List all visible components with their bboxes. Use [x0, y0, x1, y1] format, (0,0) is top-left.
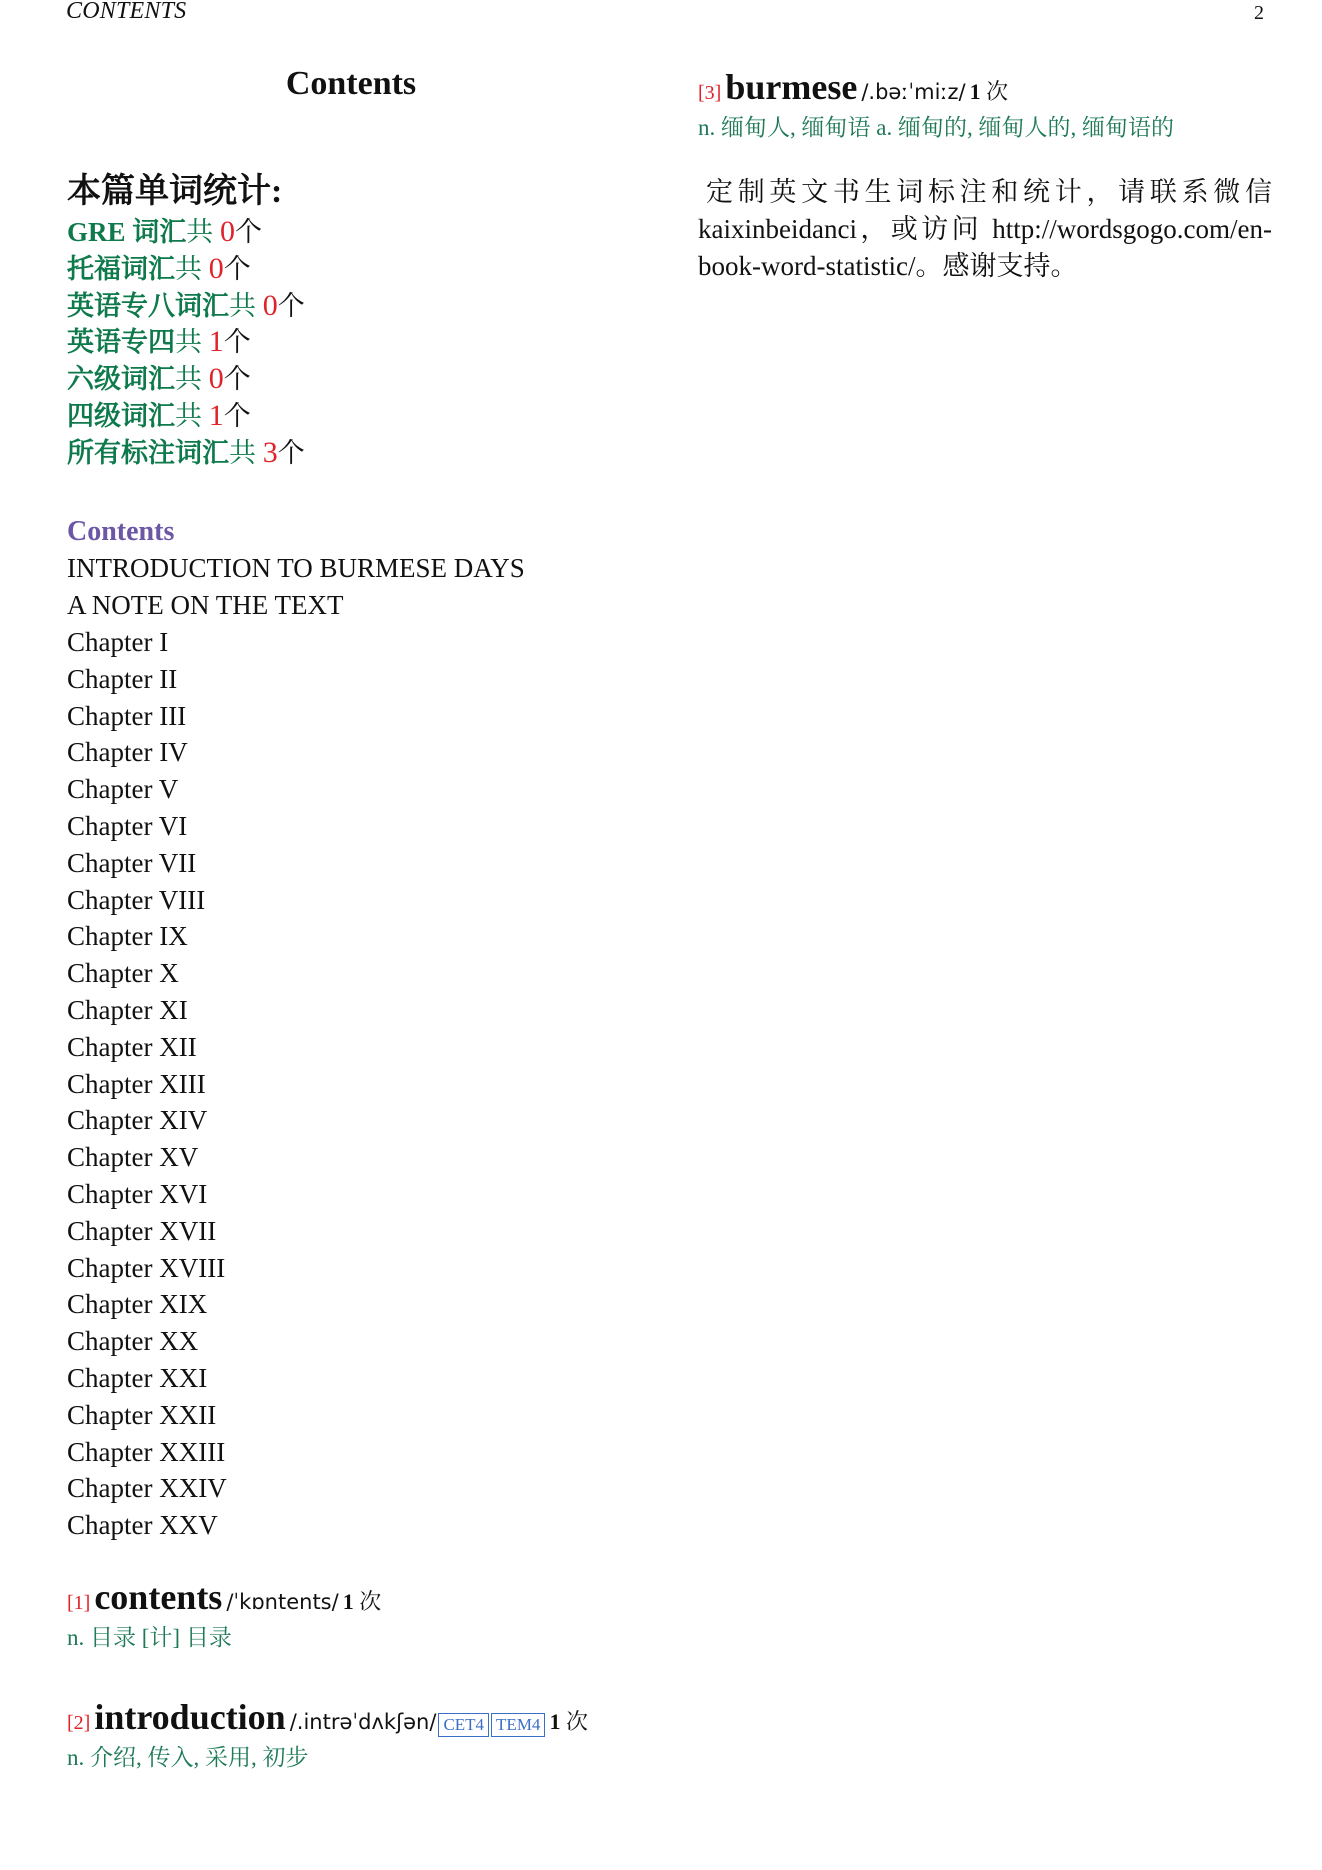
entry-word: burmese — [725, 67, 858, 107]
toc-item[interactable]: Chapter XV — [67, 1142, 199, 1173]
stat-label: 英语专四 — [67, 327, 175, 358]
toc-item[interactable]: Chapter XXIII — [67, 1436, 226, 1467]
stat-tail: 共 — [175, 400, 202, 431]
toc-item[interactable]: Chapter III — [67, 700, 187, 731]
entry-word: contents — [94, 1576, 223, 1617]
toc-item[interactable]: Chapter XII — [67, 1031, 197, 1062]
stat-all — [67, 435, 627, 472]
stat-label: 英语专八词汇 — [67, 290, 229, 321]
entry-count-unit: 次 — [565, 1708, 588, 1734]
toc-item[interactable]: Chapter IV — [67, 737, 188, 768]
entry-count — [549, 1709, 588, 1734]
toc-item[interactable]: A NOTE ON THE TEXT — [67, 590, 344, 621]
toc-item[interactable]: INTRODUCTION TO BURMESE DAYS — [67, 553, 525, 584]
entry-ipa: /ˈkɒntents/ — [226, 1589, 339, 1614]
entry-word: introduction — [94, 1696, 286, 1737]
toc-item[interactable]: Chapter XVI — [67, 1178, 208, 1209]
entry-index: [2] — [67, 1711, 91, 1734]
stat-label: 四级词汇 — [67, 400, 175, 431]
badge-cet4: CET4 — [438, 1713, 489, 1737]
entry-index: [1] — [67, 1591, 91, 1614]
toc-item[interactable]: Chapter XI — [67, 994, 188, 1025]
stat-tem8 — [67, 288, 627, 325]
vocab-entry-burmese — [698, 66, 1272, 144]
stat-label: GRE 词汇 — [67, 217, 187, 247]
stat-count: 0 — [220, 215, 236, 248]
vocab-entry-introduction — [67, 1696, 627, 1774]
stat-unit: 个 — [223, 327, 251, 358]
stat-tail: 共 — [229, 290, 256, 321]
right-column — [698, 66, 1272, 312]
stats-heading: 本篇单词统计: — [67, 173, 283, 210]
entry-count — [343, 1589, 382, 1614]
toc-item[interactable]: Chapter XXIV — [67, 1473, 227, 1504]
stat-toefl — [67, 251, 627, 288]
toc-item[interactable]: Chapter XIV — [67, 1105, 208, 1136]
toc-heading: Contents — [67, 515, 175, 547]
page-title: Contents — [285, 65, 417, 102]
toc-item[interactable]: Chapter VII — [67, 847, 197, 878]
stat-unit: 个 — [235, 217, 263, 247]
toc-item[interactable]: Chapter XXV — [67, 1510, 218, 1541]
stat-count: 1 — [208, 325, 224, 359]
toc-item[interactable]: Chapter II — [67, 663, 178, 694]
stat-tail: 共 — [186, 217, 214, 247]
stat-count: 3 — [262, 435, 278, 469]
page-number: 2 — [1254, 2, 1264, 24]
toc-item[interactable]: Chapter XVIII — [67, 1252, 226, 1283]
toc-item[interactable]: Chapter VIII — [67, 884, 206, 915]
toc-item[interactable]: Chapter XIII — [67, 1068, 206, 1099]
toc-item[interactable]: Chapter XVII — [67, 1215, 217, 1246]
entry-headline — [67, 1696, 627, 1738]
entry-ipa: /.intrəˈdʌkʃən/ — [289, 1709, 437, 1734]
toc-item[interactable]: Chapter XXI — [67, 1362, 208, 1393]
toc-item[interactable]: Chapter XIX — [67, 1289, 208, 1320]
toc-item[interactable]: Chapter I — [67, 626, 169, 657]
entry-definition: n. 缅甸人, 缅甸语 a. 缅甸的, 缅甸人的, 缅甸语的 — [698, 115, 1174, 140]
entry-count-number: 1 — [342, 1588, 354, 1614]
entry-count-unit: 次 — [986, 79, 1009, 104]
entry-count-number: 1 — [969, 79, 981, 104]
toc-item[interactable]: Chapter XXII — [67, 1399, 217, 1430]
running-head: CONTENTS — [66, 0, 187, 24]
stat-count: 0 — [262, 288, 278, 322]
stat-count: 0 — [208, 251, 224, 285]
entry-definition: n. 目录 [计] 目录 — [67, 1624, 232, 1650]
custom-service-notice: 定制英文书生词标注和统计，请联系微信 kaixinbeidanci，或访问 http://wordsgogo.com/en-book-word-statistic/。感谢支持。 — [698, 177, 1272, 281]
toc-item[interactable]: Chapter XX — [67, 1326, 199, 1357]
toc-list — [67, 550, 627, 1544]
stat-unit: 个 — [223, 364, 251, 395]
toc-item[interactable]: Chapter X — [67, 958, 179, 989]
stat-count: 0 — [208, 362, 224, 396]
entry-headline — [67, 1576, 627, 1618]
stat-cet4 — [67, 398, 627, 435]
stat-tail: 共 — [229, 437, 256, 468]
stat-cet6 — [67, 361, 627, 398]
stat-unit: 个 — [277, 437, 305, 468]
toc-item[interactable]: Chapter IX — [67, 921, 188, 952]
stat-count: 1 — [208, 398, 224, 432]
entry-headline — [698, 66, 1272, 108]
stat-unit: 个 — [223, 253, 251, 284]
stat-tem4 — [67, 324, 627, 361]
entry-count-unit: 次 — [359, 1588, 382, 1614]
stat-label: 托福词汇 — [67, 253, 175, 284]
entry-definition: n. 介绍, 传入, 采用, 初步 — [67, 1744, 309, 1770]
badge-tem4: TEM4 — [491, 1713, 545, 1737]
toc-item[interactable]: Chapter V — [67, 774, 179, 805]
stats-list — [67, 214, 627, 472]
stat-unit: 个 — [277, 290, 305, 321]
entry-index: [3] — [698, 82, 722, 104]
entry-ipa: /.bəːˈmiːz/ — [861, 80, 966, 104]
vocab-entry-contents — [67, 1576, 627, 1654]
stat-tail: 共 — [175, 327, 202, 358]
left-column — [67, 62, 627, 1774]
stat-tail: 共 — [175, 364, 202, 395]
entry-count-number: 1 — [549, 1708, 561, 1734]
toc-item[interactable]: Chapter VI — [67, 810, 188, 841]
stat-gre — [67, 214, 627, 251]
stat-unit: 个 — [223, 400, 251, 431]
entry-count — [970, 79, 1009, 104]
stat-label: 六级词汇 — [67, 364, 175, 395]
stat-label: 所有标注词汇 — [67, 437, 229, 468]
stat-tail: 共 — [175, 253, 202, 284]
